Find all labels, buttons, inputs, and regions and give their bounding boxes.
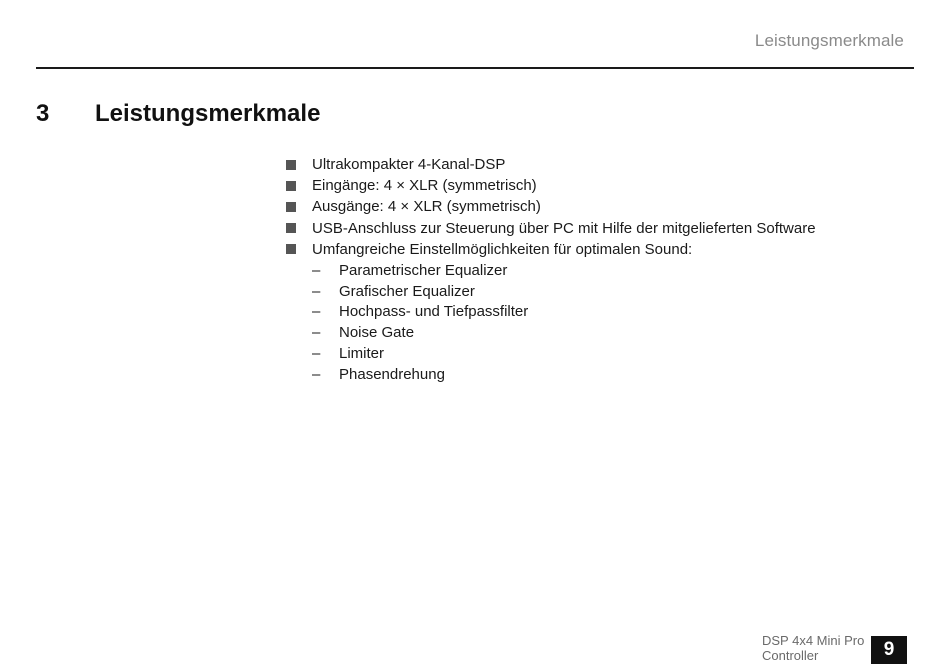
page-number: 9 [871,636,907,664]
list-item [286,218,816,239]
dash-bullet: – [312,261,321,279]
dash-bullet: – [312,303,321,321]
dash-bullet: – [312,324,321,342]
feature-text: Ausgänge: 4 × XLR (symmetrisch) [312,198,541,216]
sub-feature-text: Phasendrehung [339,365,445,383]
square-bullet-icon [286,202,296,212]
list-item [286,196,816,217]
feature-text: Umfangreiche Einstellmöglichkeiten für optimalen Sound: [312,240,693,258]
list-item [312,260,528,281]
list-item [286,175,816,196]
square-bullet-icon [286,244,296,254]
dash-bullet: – [312,282,321,300]
list-item [312,281,528,302]
sub-feature-text: Noise Gate [339,324,415,342]
list-item [312,343,528,364]
dash-bullet: – [312,365,321,383]
footer-product-line2: Controller [762,648,819,663]
square-bullet-icon [286,181,296,191]
feature-list [286,154,816,260]
feature-text: Ultrakompakter 4-Kanal-DSP [312,156,506,174]
footer-product-name [762,633,872,663]
list-item [312,364,528,385]
running-header: Leistungsmerkmale [754,31,904,50]
square-bullet-icon [286,160,296,170]
sub-feature-list [312,260,528,385]
list-item [312,322,528,343]
section-title: Leistungsmerkmale [95,100,321,127]
list-item [286,154,816,175]
feature-text: Eingänge: 4 × XLR (symmetrisch) [312,177,537,195]
sub-feature-text: Limiter [339,345,385,363]
list-item [286,239,816,260]
section-heading [36,100,320,128]
sub-feature-text: Parametrischer Equalizer [339,261,508,279]
sub-feature-text: Grafischer Equalizer [339,282,475,300]
feature-text: USB-Anschluss zur Steuerung über PC mit Hilfe der mitgelieferten Software [312,219,816,237]
sub-feature-text: Hochpass- und Tiefpassfilter [339,303,529,321]
section-number: 3 [36,100,50,127]
square-bullet-icon [286,223,296,233]
footer-product-line1: DSP 4x4 Mini Pro [762,633,865,648]
list-item [312,302,528,323]
header-rule [36,67,914,69]
dash-bullet: – [312,345,321,363]
